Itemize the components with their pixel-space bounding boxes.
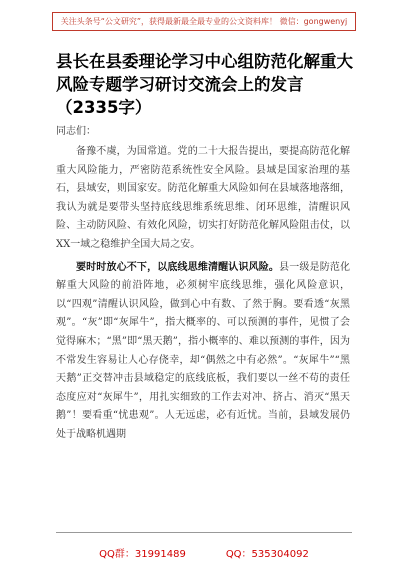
promo-banner-text: 关注头条号“公文研究”，获得最新最全最专业的公文资料库！ 微信：gongwenyj xyxy=(52,12,356,31)
paragraph-1 xyxy=(56,143,350,255)
footer-qq-group: QQ群：31991489 xyxy=(99,548,186,560)
paragraph-2 xyxy=(56,259,350,445)
document-title: 县长在县委理论学习中心组防范化解重大风险专题学习研讨交流会上的发言（2335字） xyxy=(56,52,353,117)
salutation: 同志们： xyxy=(56,126,96,137)
footer-qq: QQ：535304092 xyxy=(225,548,309,560)
paragraph-2-text: 县一级是防范化解重大风险的前沿阵地，必须树牢底线思维，强化风险意识，以“四观”清醒认识风险，做到心中有数、了然于胸。要看透“灰黑观”。“灰”即“灰犀牛”，指大概率的、可以预测的事件，见惯了会觉得麻木；“黑”即“黑天鹅”，指小概率的、难以预测的事件，因为不常发生容易让人心存侥幸，却“偶然之中有必然”。“灰犀牛”“黑天鹅”正交替冲击县域稳定的底线底板，我们要以一丝不苟的责任态度应对“灰犀牛”，用扎实细致的工作去对冲、挤占、消灭“黑天鹅”！要看重“忧患观”。人无远虑，必有近忧。当前，县域发展仍处于战略机遇期 xyxy=(56,261,351,440)
top-banner xyxy=(0,6,408,36)
paragraph-1-text: 备豫不虞，为国常道。党的二十大报告提出，要提高防范化解重大风险能力，严密防范系统性安全风险。县域是国家治理的基石，县域安，则国家安。防范化解重大风险如何在县域落地落细，我认为就是要带头坚持底线思维系统思维、闭环思维，清醒识风险、主动防风险、有效化风险，切实打好防范化解风险阻击仗，以XX一域之稳维护全国大局之安。 xyxy=(56,146,350,250)
footer xyxy=(0,536,408,568)
paragraph-2-lead: 要时时放心不下，以底线思维清醒认识风险。 xyxy=(76,261,280,273)
footer-divider xyxy=(56,532,352,533)
document-body xyxy=(56,143,350,445)
